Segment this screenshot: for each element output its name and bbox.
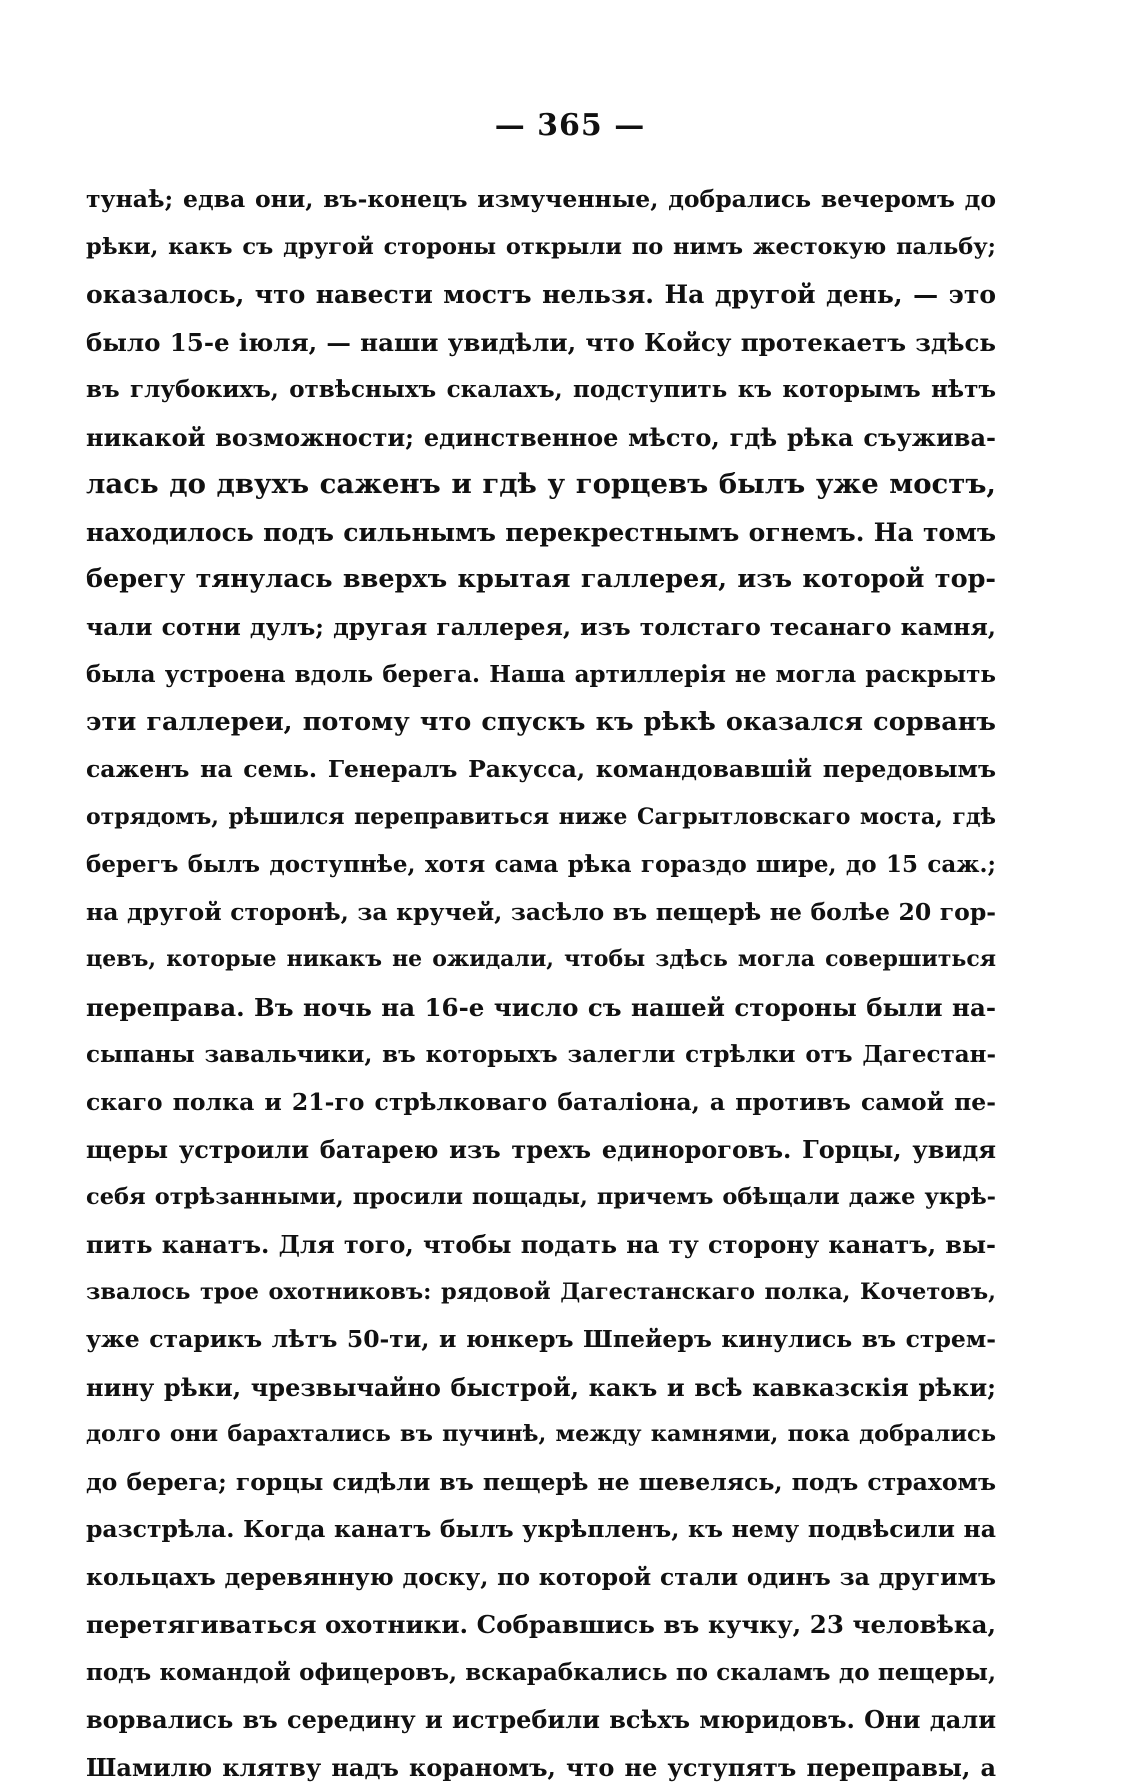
text-line: саженъ на семь. Генералъ Ракусса, командовавшій передовымъ <box>86 746 996 794</box>
text-line: ворвались въ середину и истребили всѣхъ мюридовъ. Они дали <box>86 1696 996 1744</box>
text-line: была устроена вдоль берега. Наша артиллерія не могла раскрыть <box>86 651 996 699</box>
text-line: отрядомъ, рѣшился переправиться ниже Сагрытловскаго моста, гдѣ <box>86 794 996 842</box>
text-line: тунаѣ; едва они, въ-конецъ измученные, добрались вечеромъ до <box>86 176 996 224</box>
text-line: долго они барахтались въ пучинѣ, между камнями, пока добрались <box>86 1411 996 1459</box>
text-line: переправа. Въ ночь на 16-е число съ нашей стороны были на- <box>86 984 996 1032</box>
text-line: оказалось, что навести мостъ нельзя. На другой день, — это <box>86 271 996 319</box>
text-line: подъ командой офицеровъ, вскарабкались по скаламъ до пещеры, <box>86 1649 996 1697</box>
body-text <box>86 176 996 1791</box>
page-number: — 365 — <box>0 108 1140 143</box>
text-line: щеры устроили батарею изъ трехъ единороговъ. Горцы, увидя <box>86 1126 996 1174</box>
text-line: цевъ, которые никакъ не ожидали, чтобы здѣсь могла совершиться <box>86 936 996 984</box>
text-line: кольцахъ деревянную доску, по которой стали одинъ за другимъ <box>86 1554 996 1602</box>
text-line: нину рѣки, чрезвычайно быстрой, какъ и всѣ кавказскія рѣки; <box>86 1364 996 1412</box>
text-line: Шамилю клятву надъ кораномъ, что не уступятъ переправы, а <box>86 1744 996 1791</box>
text-line: въ глубокихъ, отвѣсныхъ скалахъ, подступить къ которымъ нѣтъ <box>86 366 996 414</box>
text-line: было 15-е іюля, — наши увидѣли, что Койсу протекаетъ здѣсь <box>86 319 996 367</box>
text-line: лась до двухъ саженъ и гдѣ у горцевъ былъ уже мостъ, <box>86 461 996 509</box>
text-line: чали сотни дулъ; другая галлерея, изъ толстаго тесанаго камня, <box>86 604 996 652</box>
text-line: на другой сторонѣ, за кручей, засѣло въ пещерѣ не болѣе 20 гор- <box>86 889 996 937</box>
text-line: берегу тянулась вверхъ крытая галлерея, изъ которой тор- <box>86 556 996 604</box>
text-line: перетягиваться охотники. Собравшись въ кучку, 23 человѣка, <box>86 1601 996 1649</box>
text-line: до берега; горцы сидѣли въ пещерѣ не шевелясь, подъ страхомъ <box>86 1459 996 1507</box>
text-line: берегъ былъ доступнѣе, хотя сама рѣка гораздо шире, до 15 саж.; <box>86 841 996 889</box>
text-line: уже старикъ лѣтъ 50-ти, и юнкеръ Шпейеръ кинулись въ стрем- <box>86 1316 996 1364</box>
text-line: рѣки, какъ съ другой стороны открыли по нимъ жестокую пальбу; <box>86 224 996 272</box>
text-line: находилось подъ сильнымъ перекрестнымъ огнемъ. На томъ <box>86 509 996 557</box>
text-line: звалось трое охотниковъ: рядовой Дагестанскаго полка, Кочетовъ, <box>86 1269 996 1317</box>
text-line: скаго полка и 21-го стрѣлковаго баталіона, а противъ самой пе- <box>86 1079 996 1127</box>
text-line: сыпаны завальчики, въ которыхъ залегли стрѣлки отъ Дагестан- <box>86 1031 996 1079</box>
text-line: эти галлереи, потому что спускъ къ рѣкѣ оказался сорванъ <box>86 699 996 747</box>
text-line: разстрѣла. Когда канатъ былъ укрѣпленъ, къ нему подвѣсили на <box>86 1506 996 1554</box>
text-line: никакой возможности; единственное мѣсто, гдѣ рѣка съужива- <box>86 414 996 462</box>
text-line: себя отрѣзанными, просили пощады, причемъ обѣщали даже укрѣ- <box>86 1174 996 1222</box>
text-line: пить канатъ. Для того, чтобы подать на ту сторону канатъ, вы- <box>86 1221 996 1269</box>
